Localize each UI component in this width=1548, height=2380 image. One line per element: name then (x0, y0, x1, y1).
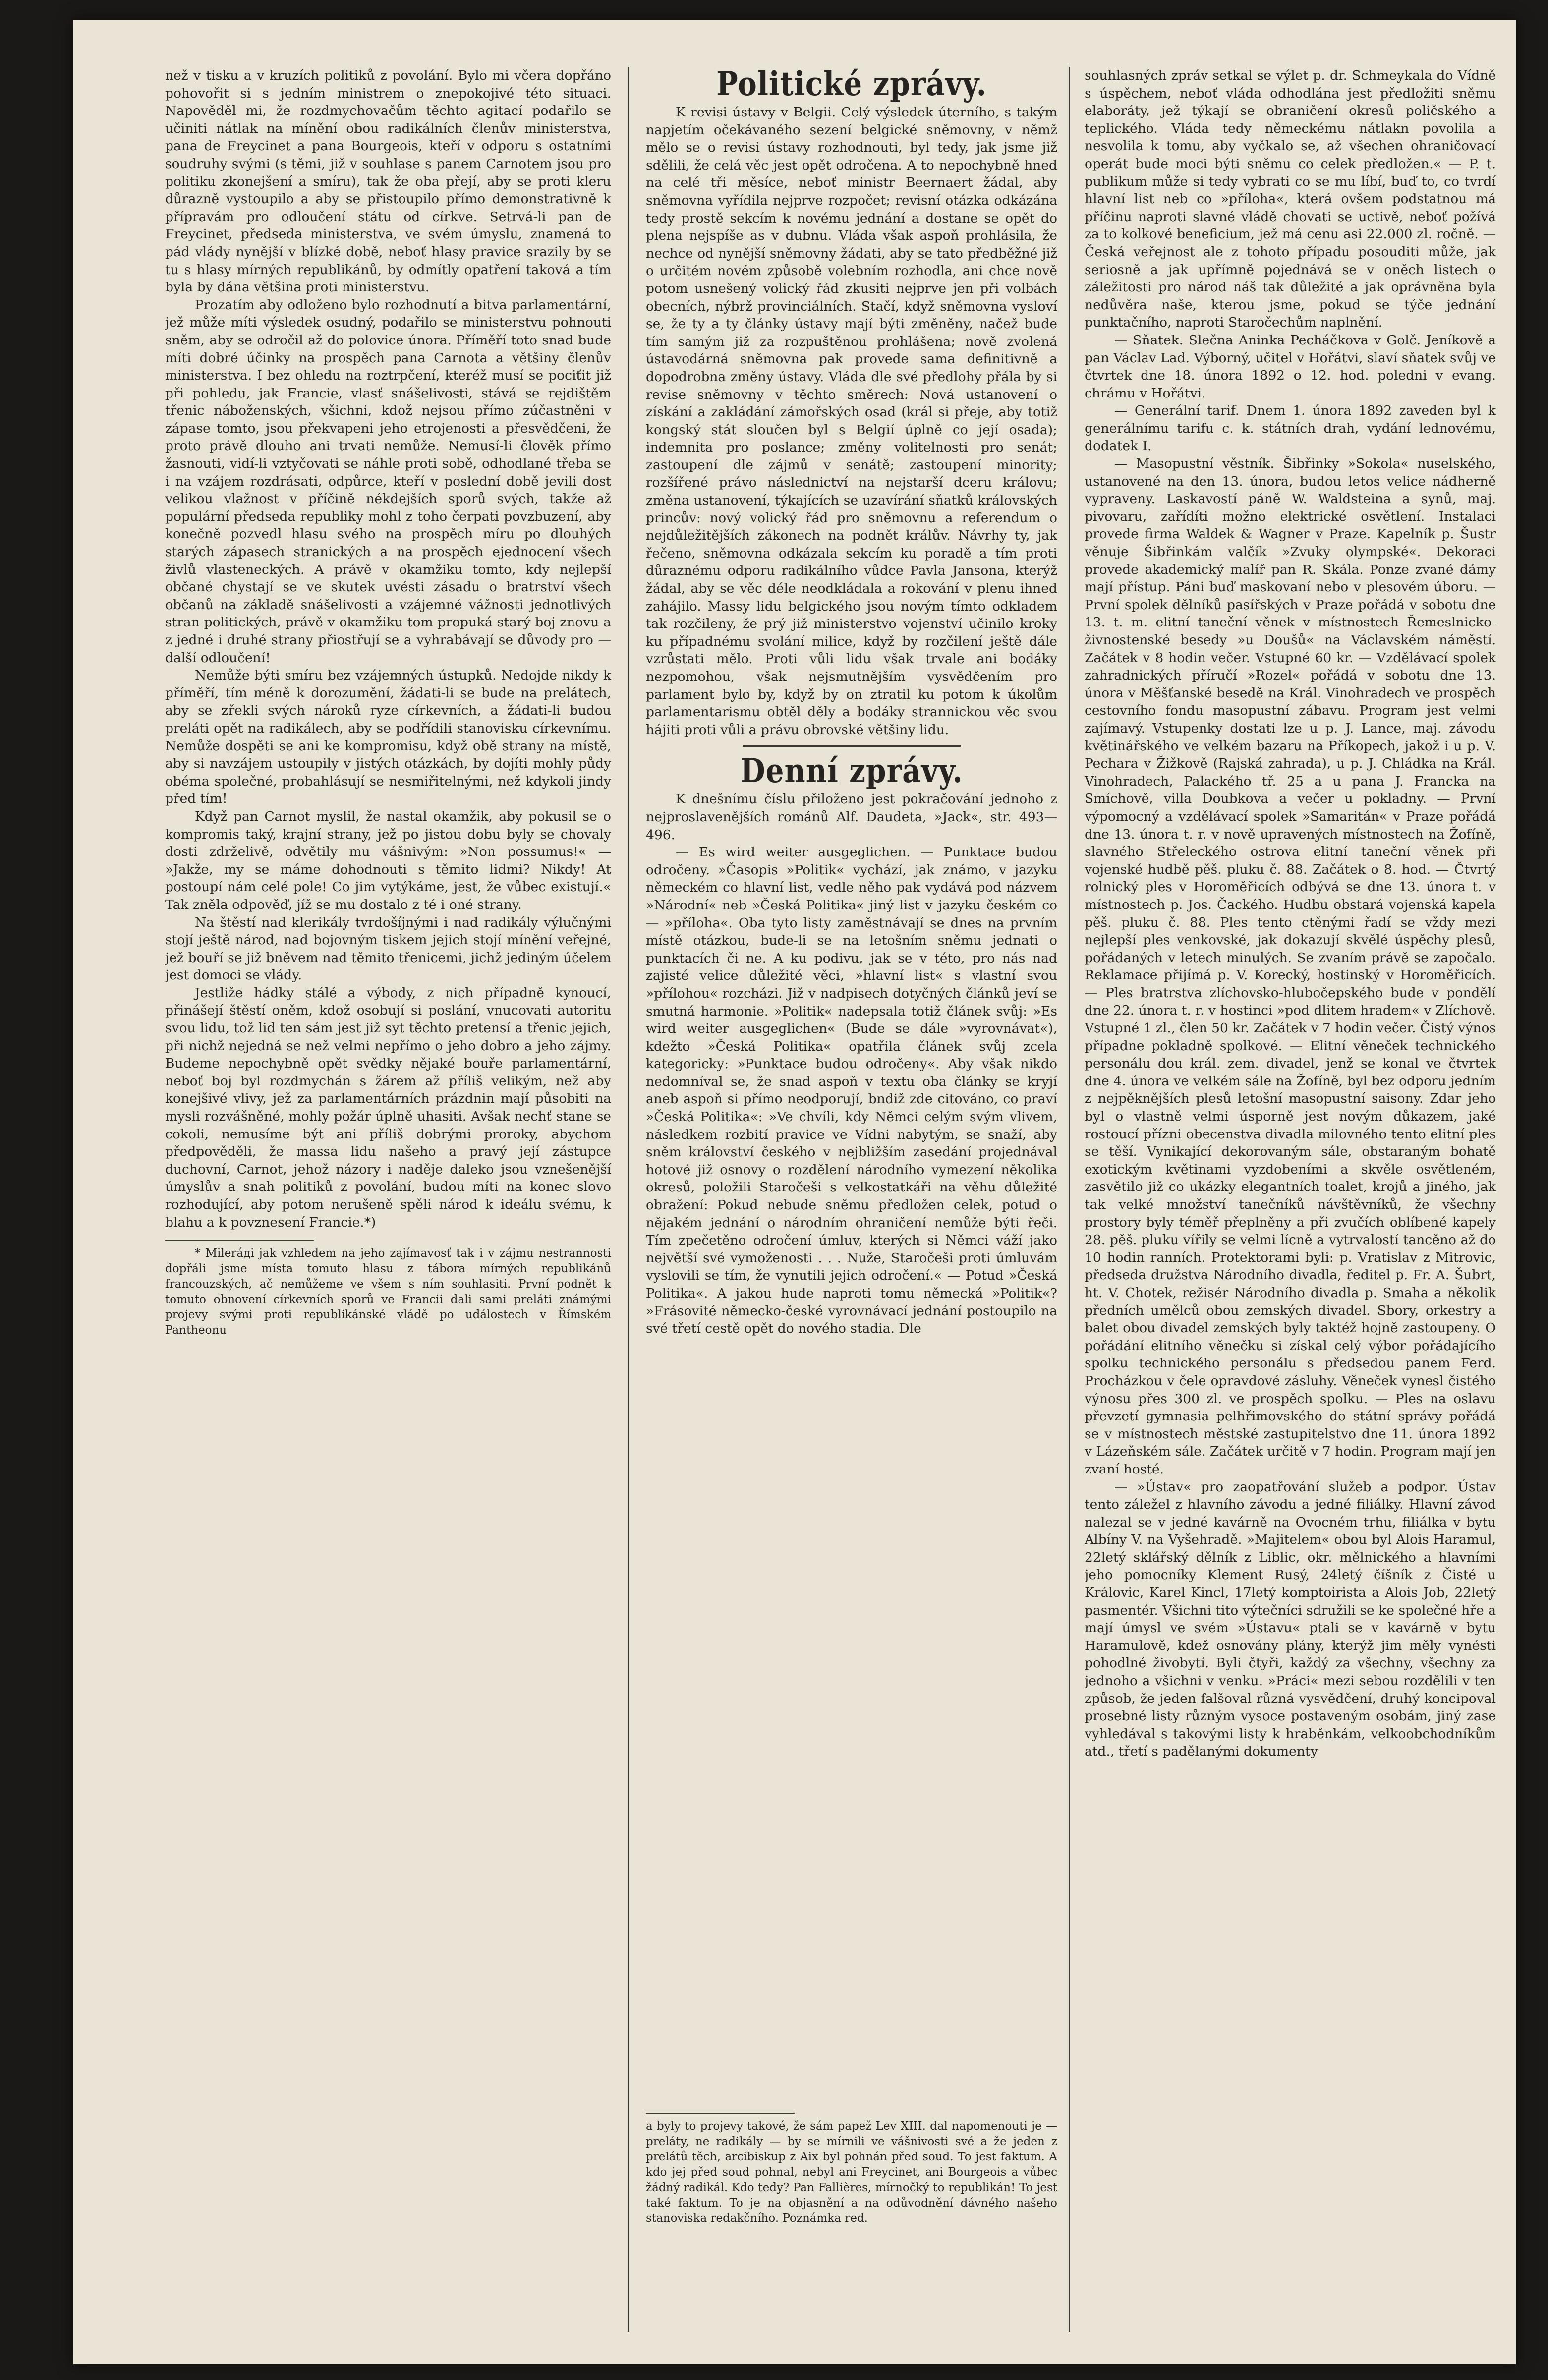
newspaper-page (73, 20, 1516, 2364)
section-heading-political-news: Politické zprávy. (716, 67, 987, 104)
footnote: * Mileráді jak vzhledem na jeho zajímavosť tak i v zájmu nestrannosti dopřáli jsme místa tomuto hlasu z tábora mírných republikánů francouzských, ač nemůžeme ve všem s ním souhlasiti. První podnět k tomuto obnovení církevních sporů ve Francii dali sami preláti známými projevy svými proti republikánské vládě po událostech v Římském Pantheonu (165, 1247, 611, 1337)
article-paragraph: souhlasných zpráv setkal se výlet p. dr. Schmeykala do Vídně s úspěchem, neboť vláda odhodlána jest předložiti sněmu elaboráty, jež týkají se obraničení okresů poličského a teplického. Vláda tedy německému nátlakn povolila a nesvolila k tomu, aby vyčkalo se, až všechen ohraničovací operát bude moci býti sněmu co celek předložen.« — P. t. publikum může si tedy vybrati co se mu líbí, buď to, co tvrdí hlavní list neb co »příloha«, která ovšem podstatnou má příčinu naproti slavné vládě chovati se uctivě, neboť požívá za to kolkové beneficium, jež má cenu asi 22.000 zl. ročně. — Česká veřejnost ale z tohoto případu posouditi může, jak seriosně a jak upřímně pojednává se v oněch listech o záležitosti pro národ náš tak důležité a jak oprávněna byla nedůvěra naše, kterou jsme, pokud se týče jednání punktačního, naproti Staročechům naplnění. (1085, 68, 1496, 331)
article-paragraph: Když pan Carnot myslil, že nastal okamžik, aby pokusil se o kompromis taký, krajní strany, jež po jistou dobu byly se chovaly dosti zdrželivě, odvětily mu vášnivým: »Non possumus!« — »Jakže, my se máme dohodnouti s těmito lidmi? Nikdy! At postoupí nám celé pole! Co jim vytýkáme, jest, že vůbec existují.« Tak zněla odpověď, jíž se mu dostalo z té i oné strany. (165, 808, 611, 912)
column-rule (628, 67, 629, 2332)
article-paragraph: K dnešnímu číslu přiloženo jest pokračování jednoho z nejproslavenějších románů Alf. Daudeta, »Jack«, str. 493—496. (646, 792, 1057, 843)
footnote: a byly to projevy takové, že sám papež Lev XIII. dal napomenouti je — preláty, ne radikály — by se mírnili ve vášnivosti své a že jeden z prelátů těch, arcibiskup z Aix byl pohnán před soud. To jest faktum. A kdo jej před soud pohnal, nebyl ani Freycinet, ani Bourgeois a vůbec žádný radikál. Kdo tedy? Pan Fallières, mírnočký to republikán! To jest také faktum. To je na objasnění a na odůvodnění dávného našeho stanoviska redakčního. Poznámka red. (646, 2120, 1057, 2225)
article-paragraph: Prozatím aby odloženo bylo rozhodnutí a bitva parlamentární, jež může míti výsledek osudný, podařilo se ministerstvu pohnouti sněm, aby se odročil až do polovice února. Příměří toto snad bude míti dobré účinky na prospěch pana Carnota a většiny členův ministerstva. I bez ohledu na roztrpčení, kteréž musí se pociťit již při pohledu, jak Francie, vlasť snášelivosti, stává se rejdištěm třenic náboženských, všichni, kdož nejsou přímo zúčastněni v zápase tomto, jsou překvapeni jeho etrojenosti a přesvědčeni, že proto právě dlouho ani trvati nemůže. Nemusí-li člověk přímo žasnouti, vidí-li vztyčovati se náhle proti sobě, odhodlané třeba se i na vzájem rozdrásati, odpůrce, kteří v poslední době jevili dost velikou vlažnost v příčině nékdejších sporů svých, takže až populární předseda republiky mohl z toho čerpati povzbuzení, aby konečně pozvedl hlasu svého na prospěch míru po dlouhých starých zápasech stranických a na prospěch ejednocení všech živlů vlasteneckých. A právě v okamžiku tomto, kdy nejlepší občané chystají se ve skutek uvésti zásadu o bratrství všech občanů na základě snášelivosti a vzájemné vážnosti jednotlivých stran politických, právě v okamžiku tom propuká starý boj znovu a z jedné i druhé strany přiostřují se a vyhrabávají se důvody pro — další odloučení! (165, 297, 611, 666)
section-divider (743, 745, 961, 747)
footnote-continuation (646, 2104, 1057, 2312)
article-paragraph: K revisi ústavy v Belgii. Celý výsledek úterního, s takým napjetím očekávaného sezení belgické sněmovny, v němž mělo se o revisi ústavy rozhodnouti, byl tedy, jak jsme již sdělili, že celá věc jest opět odročena. A to nepochybně hned na celé tři měsíce, neboť ministr Beernaert žádal, aby sněmovna vyřídila nejprve rozpočet; revisní otázka odkázána tedy prostě sekcím k novému jednání a dostane se opět do plena nejspíše as v dubnu. Vláda však aspoň prohlásila, že nechce od nynější sněmovny žádati, aby se tato předběžné již o určitém novém způsobě volebním rozhodla, ani chce nově potom usnešený volický řád zkusiti nejprve jen při volbách obecních, nýbrž provinciálních. Stačí, když sněmovna vysloví se, že ty a ty články ústavy mají býti změněny, načež bude tím samým již za rozpuštěnou prohlášena; nově zvolená ústavodárná sněmovna pak provede sama definitivně a dopodrobna změny ústavy. Vláda dle své předlohy přála by si revise sněmovny v těchto směrech: Nová ustanovení o získání a zakládání zámořských osad (král si přeje, aby totiž kongský stát sloučen byl s Belgií úplně co její osada); indemnita pro poslance; změny volitelnosti pro senát; zastoupení dle zájmů v senátě; zastoupení minority; rozšířené právo následnictví na nejstarší dceru královu; změna ustanovení, týkajících se uzavírání sňatků královských princův: nový volický řád pro sněmovnu a referendum o nejdůležitějších zákonech na podnět králův. Návrhy ty, jak řečeno, sněmovna odkázala sekcím ku poradě a tím proti důraznému odporu radikálního vůdce Pavla Jansona, kterýž žádal, aby se věc déle neodkládala a rokování v plenu ihned zahájilo. Massy lidu belgického jsou novým tímto odkladem tak rozčileny, že prý již ministerstvo vojenství učinilo kroky ku případnému svolání milice, když by rozčilení ještě dále vzrůstati mělo. Proti vůli lidu však trvale ani bodáky nezpomohou, však nejsmutnějším vysvědčením pro parlament bylo by, když by on ztratil ku potom k úkolům parlamentarismu obtěl děly a bodáky strannickou věc svou hájiti proti vůli a právu obrovské většiny lidu. (646, 105, 1057, 737)
column-middle (646, 67, 1057, 2079)
article-paragraph: než v tisku a v kruzích politiků z povolání. Bylo mi včera dopřáno pohovořit si s jedním ministrem o znepokojivé této situaci. Napověděl mi, že rozdmychovačům těchto agitací podařilo se učiniti nátlak na mínění obou radikálních členův ministerstva, pana de Freycinet a pana Bourgeois, kteří v odporu s ostatními soudruhy svými (s těmi, již v souhlase s panem Carnotem jsou pro politiku zkonejšení a smíru), tak že oba přejí, aby se proti kleru důrazně vystoupilo a aby se přistoupilo přímo demonstrativně k přípravám pro odloučení státu od církve. Setrvá-li pan de Freycinet, předseda ministerstva, ve svém úmyslu, znamená to pád vlády nynější v blízké době, neboť hlasy pravice srazily by se tu s hlasy mírných republikánů, by odmítly opatření taková a tím byla by dána většina proti ministerstvu. (165, 68, 611, 295)
column-left (165, 67, 611, 2297)
column-right (1085, 67, 1496, 2327)
article-paragraph: Jestliže hádky stálé a výbody, z nich případně kynoucí, přinášejí štěstí oněm, kdož osobují si poslání, vnucovati autoritu svou lidu, tož lid ten sám jest již syt těchto pretensí a třenic jejich, při nichž nejedná se než velmi nepřímo o jeho dobro a jeho zájmy. Budeme nepochybně opět svědky nějaké bouře parlamentární, neboť boj byl rozdmychán s žárem až příliš velikým, než aby konejšivé vlivy, jež za parlamentárních prázdnin mají působiti na mysli rozvášněné, mohly požár úplně uhasiti. Avšak nechť stane se cokoli, nemusíme být ani příliš dobrými proroky, abychom předpověděli, že massa lidu našeho a pravý její zástupce duchovní, Carnot, jehož názory i naděje daleko jsou vznešenější úmyslův a snah politiků z povolání, budou míti na konec slovo rozhodující, aby potom nerušeně spěli národ k ideálu svému, k blahu a k povznesení Francie.*) (165, 985, 611, 1230)
news-item: — Sňatek. Slečna Aninka Pecháčkova v Golč. Jeníkově a pan Václav Lad. Výborný, učitel v Hořátvi, slaví sňatek svůj ve čtvrtek dne 18. února 1892 o 12. hod. poledni v evang. chrámu v Hořátvi. (1085, 332, 1496, 401)
article-paragraph: Na štěstí nad klerikály tvrdošíjnými i nad radikály výlučnými stojí ještě národ, nad bojovným tiskem jejich stojí mínění veřejné, jež bouří se již bněvem nad těmito třenicemi, jichž jediným účelem jest domoci se vlády. (165, 914, 611, 983)
footnote-rule (165, 1240, 314, 1241)
news-item: — Masopustní věstník. Šibřinky »Sokola« nuselského, ustanovené na den 13. února, budou letos velice nádherně vypraveny. Laskavostí páně W. Waldsteina a synů, maj. pivovaru, zařídíti možno elektrické osvětlení. Instalaci provede firma Waldek & Wagner v Praze. Kapelník p. Šustr věnuje Šibřinkám valčík »Zvuky olympské«. Dekoraci provede akademický malíř pan R. Skála. Ponze zvané dámy mají přístup. Páni buď maskovaní nebo v plesovém úboru. — První spolek dělníků pasířských v Praze pořádá v sobotu dne 13. t. m. elitní taneční věnek v místnostech Řemeslnicko-živnostenské besedy »u Doušů« na Václavském náměstí. Začátek v 8 hodin večer. Vstupné 60 kr. — Vzdělávací spolek zahradnických příručí »Rozel« pořádá v sobotu dne 13. února v Měšťanské besedě na Král. Vinohradech ve prospěch cestovního fondu masopustní zábavu. Program jest velmi zajímavý. Vstupenky dostati lze u p. J. Lance, maj. závodu květinářského ve velkém bazaru na Příkopech, jakož i u p. V. Pechara v Žižkově (Rajská zahrada), u p. J. Chládka na Král. Vinohradech, Palackého tř. 25 a u pana J. Francka na Smíchově, villa Doubkova a večer u pokladny. — První výpomocný a vzdělávací spolek »Samaritán« v Praze pořádá dne 13. února t. r. v nově upravených místnostech na Žofíně, slavného Střeleckého ostrova elitní taneční věnek při vojenské hudbě pěš. pluku č. 88. Začátek o 8. hod. — Čtvrtý rolnický ples v Horoměřicích odbývá se dne 13. února t. v místnostech p. Jos. Čackého. Hudbu obstará vojenská kapela pěš. pluku č. 88. Ples tento ctěnými řadí se vždy mezi nejlepší ples venkovské, jak dokazují skvělé úspěchy plesů, pořádaných v letech minulých. Se zvaním právě se započalo. Reklamace přijímá p. V. Korecký, hostinský v Horoměřicích. — Ples bratrstva zlíchovsko-hlubočepského bude v pondělí dne 22. února t. r. v hostinci »pod dlitem hradem« v Zlíchově. Vstupné 1 zl., člen 50 kr. Začátek v 7 hodin večer. Čistý výnos případne pokladně spolkové. — Elitní věneček technického personálu dou král. zem. divadel, jenž se konal ve čtvrtek dne 4. února ve velkém sále na Žofíně, byl bez odporu jedním z nejpěknějších plesů letošní masopustní saisony. Zdar jeho byl o vlastně velmi úsporně jest novým důkazem, jaké rostoucí přízni obecenstva divadla milovného tento elitní ples se těší. Vynikající dekorovaným sále, obstaraným bohatě exotickým květinami vyzdobeními a skvěle osvětleném, zasvětilo již co ukázky elegantních toalet, krojů a jiného, jak tak velké množství tanečníků návštěvníků, že všechny prostory byly téměř přeplněny a při zvučích oblíbené kapely 28. pěš. pluku vířily se velmi lícně a vytrvalostí tancěno až do 10 hodin ranních. Protektorami byli: p. Vratislav z Mitrovic, předseda družstva Národního divadla, ředitel p. Fr. A. Šubrt, ht. V. Chotek, režisér Národního divadla p. Smaha a několik předních umělců obou zemských divadel. Sbory, orkestry a balet obou divadel zemských byly taktéž hojně zastoupeny. O pořádání elitního věnečku si získal celý výbor pořádajícího spolku technického personálu s předsedou panem Ferd. Procházkou v čele opravdové zásluhy. Věneček vynesl čistého výnosu přes 300 zl. ve prospěch spolku. — Ples na oslavu převzetí gymnasia pelhřimovského do státní správy pořádá se v místnostech městské zastupitelstvo dne 11. února 1892 v Lázeňském sále. Začátek určitě v 7 hodin. Program mají jen zvaní hosté. (1085, 456, 1496, 1477)
news-item: — »Ústav« pro zaopatřování služeb a podpor. Ústav tento záležel z hlavního závodu a jedné filiálky. Hlavní závod nalezal se v jedné kavárně na Ovocném trhu, filiálka v bytu Albíny V. na Vyšehradě. »Majitelem« obou byl Alois Haramul, 22letý sklářský dělník z Liblic, okr. mělnického a hlavními jeho pomocníky Klement Rusý, 24letý číšník z Čisté u Královic, Karel Kincl, 17letý komptoirista a Alois Job, 22letý pasmentér. Všichni tito výtečníci sdružili se ke společné hře a mají úmysl ve svém »Ústavu« ptali se v kavárně v bytu Haramulově, kdež osnovány plány, kterýž jim měly vynésti pohodlné živobytí. Byli čtyři, každý za všechny, všechny za jednoho a všichni v venku. »Práci« mezi sebou rozdělili v ten způsob, že jeden falšoval různá vysvědčení, druhý koncipoval prosebné listy různým vysoce postaveným osobám, jiný zase vyhledával s takovými listy k hraběnkám, velkoobchodníkům atd., třetí s padělanými dokumenty (1085, 1479, 1496, 1759)
article-paragraph: — Es wird weiter ausgeglichen. — Punktace budou odročeny. »Časopis »Politik« vychází, jak známo, v jazyku německém co hlavní list, vedle něho pak vydává pod názvem »Národní« neb »Česká Politika« jiný list v jazyku českém co — »příloha«. Oba tyto listy zaměstnávají se dnes na prvním místě otázkou, bude-li se na letošním sněmu jednati o punktacích či ne. A ku podivu, jak se v této, pro nás nad zajisté velice důležité věci, »hlavní list« s vlastní svou »přílohou« rozcházi. Již v nadpisech dotyčných článků jeví se smutná harmonie. »Politik« nadepsala totiž článek svůj: »Es wird weiter ausgeglichen« (Bude se dále »vyrovnávat«), kdežto »Česká Politika« opatřila článek svůj zcela kategoricky: »Punktace budou odročeny«. Aby však nikdo nedomníval se, že snad aspoň v textu oba články se kryjí aneb aspoň si přímo neodporují, bndiž zde citováno, co praví »Česká Politika«: »Ve chvíli, kdy Němci celým svým vlivem, následkem rozbití pravice ve Vídni nabytým, se snaží, aby sněm království českého v nejbližším zasedání projednával hotové již osnovy o rozdělení národního vymezení několika okresů, položili Staročeši s velkostatkáři na věhu důležité obražení: Pokud nebude sněmu předložen celek, potud o nějakém jednání o národním ohraničení nemůže býti řeči. Tím zpečetěno odročení úmluv, kterých si Němci váží jako největší své vymoženosti . . . Nuže, Staročeši proti úmluvám vyslovili se tím, že vynutili jejich odročení.« — Potud »Česká Politika«. A jakou hude naproti tomu německá »Politik«? »Frásovité německo-české vyrovnávací jednání postoupilo na své třetí cestě opět do nového stadia. Dle (646, 845, 1057, 1337)
footnote-rule (646, 2113, 795, 2114)
column-rule (1069, 67, 1070, 2332)
news-item: — Generální tarif. Dnem 1. února 1892 zaveden byl k generálnímu tarifu c. k. státních drah, vydání lednovému, dodatek I. (1085, 403, 1496, 454)
article-paragraph: Nemůže býti smíru bez vzájemných ústupků. Nedojde nikdy k příměří, tím méně k dorozumění, žádati-li se bude na prelátech, aby se zřekli svých nároků ryze církevních, a žádati-li budou preláti opět na radikálech, aby se podřídili stanovisku církevnímu. Nemůže dospěti se ani ke kompromisu, když obě strany na místě, aby si navzájem ustoupily v jistých otázkách, by dojíti mohly půdy obéma společné, probahlásují se nesmiřitelnými, než kdykoli jindy před tím! (165, 668, 611, 807)
section-heading-daily-news: Denní zprávy. (740, 751, 963, 791)
